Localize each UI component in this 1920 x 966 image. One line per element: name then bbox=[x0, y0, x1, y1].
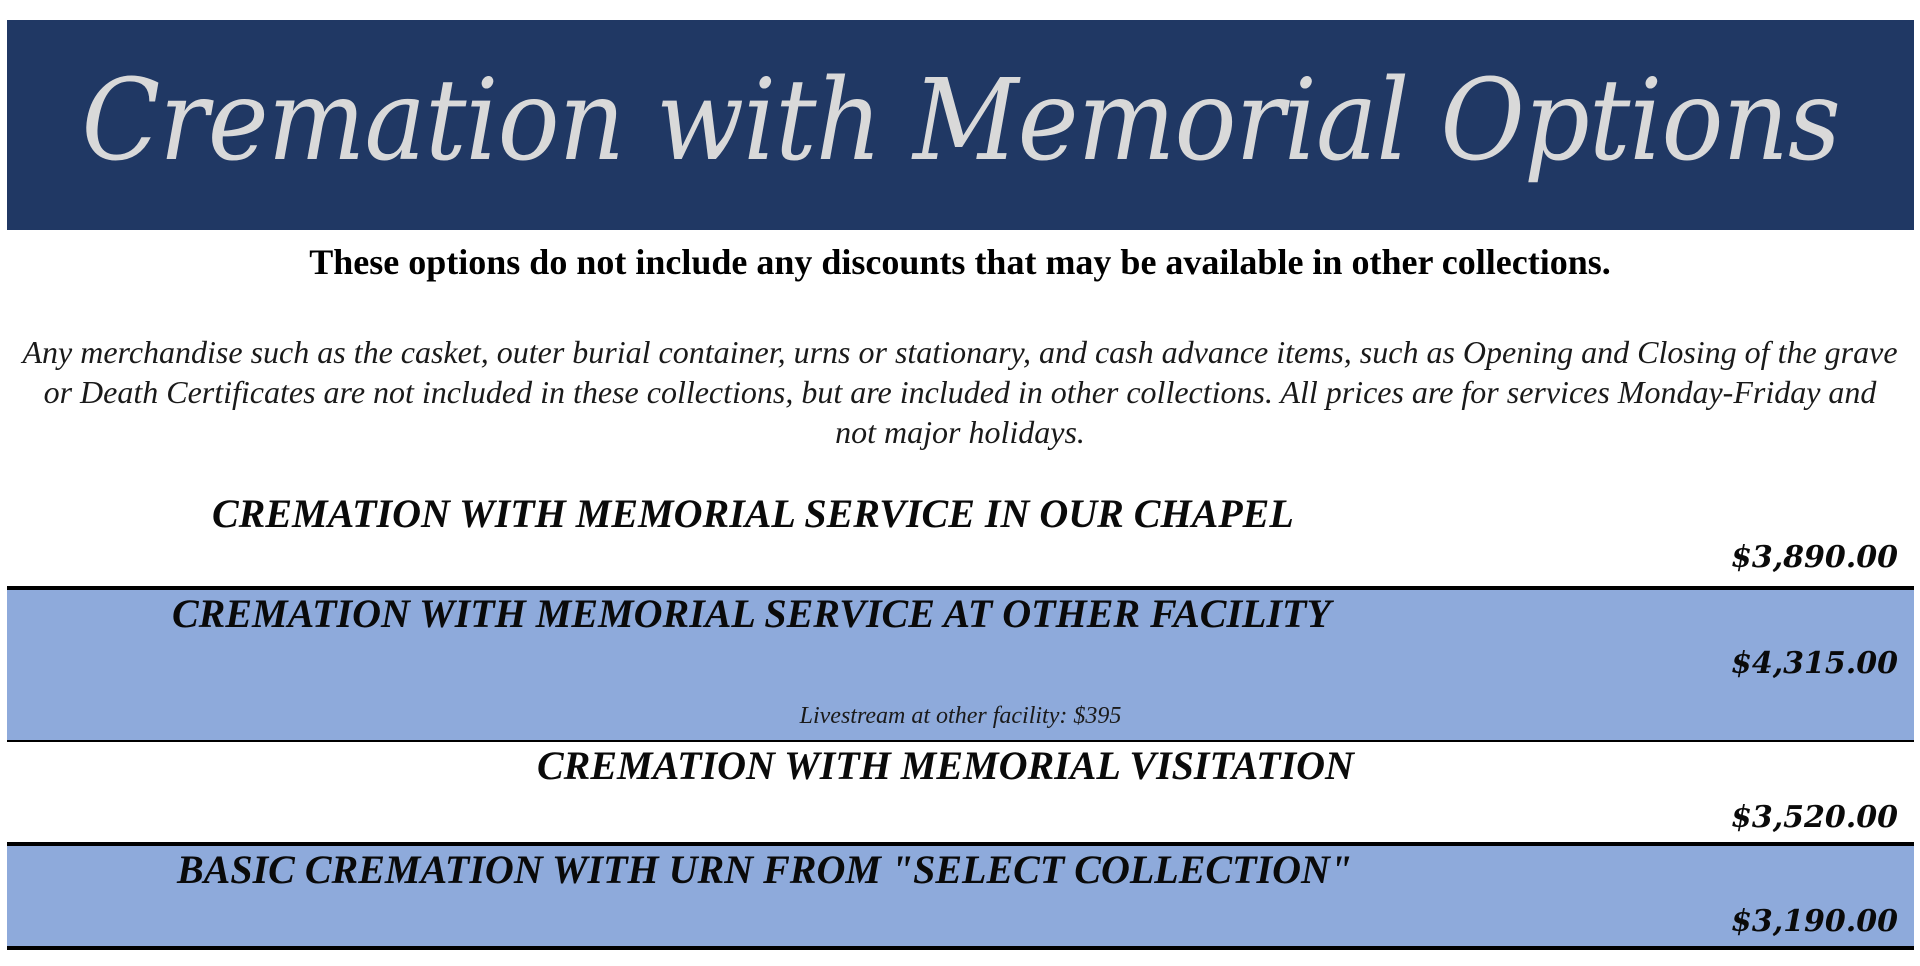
option-price: $4,315.00 bbox=[1730, 646, 1898, 681]
page-title: Cremation with Memorial Options bbox=[81, 56, 1840, 186]
option-row-visitation bbox=[7, 742, 1914, 842]
option-row-chapel bbox=[7, 482, 1914, 586]
option-row-other-facility bbox=[7, 590, 1914, 740]
discount-disclaimer: These options do not include any discounts that may be available in other collections. bbox=[309, 242, 1611, 282]
title-banner bbox=[7, 20, 1914, 230]
option-name: CREMATION WITH MEMORIAL SERVICE AT OTHER FACILITY bbox=[172, 591, 1331, 636]
option-name: CREMATION WITH MEMORIAL SERVICE IN OUR CHAPEL bbox=[212, 491, 1294, 536]
option-name: BASIC CREMATION WITH URN FROM "SELECT COLLECTION" bbox=[177, 847, 1353, 892]
option-price: $3,190.00 bbox=[1730, 904, 1898, 939]
row-divider bbox=[7, 946, 1914, 950]
merchandise-notes: Any merchandise such as the casket, outer burial container, urns or stationary, and cash advance items, such as Opening and Closing of the grave or Death Certificates are not included in these collections, but are included in other collections. All prices are for services Monday-Friday and not major holidays. bbox=[22, 334, 1898, 450]
option-name: CREMATION WITH MEMORIAL VISITATION bbox=[537, 743, 1354, 788]
livestream-note: Livestream at other facility: $395 bbox=[799, 703, 1122, 729]
option-row-basic-urn bbox=[7, 846, 1914, 946]
option-price: $3,890.00 bbox=[1730, 540, 1898, 575]
option-price: $3,520.00 bbox=[1730, 800, 1898, 835]
